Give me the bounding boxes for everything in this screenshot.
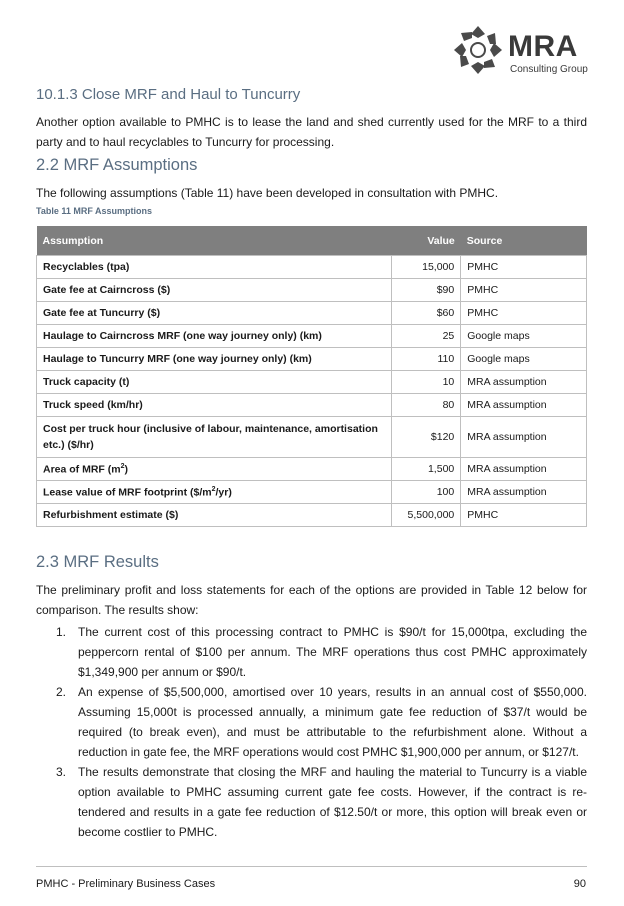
cell-assumption <box>37 481 392 504</box>
cell-source: PMHC <box>461 504 587 527</box>
cell-source: MRA assumption <box>461 417 587 458</box>
cell-value: $60 <box>391 302 461 325</box>
cell-source: MRA assumption <box>461 371 587 394</box>
cell-assumption-text-end: ) <box>124 463 128 476</box>
list-item-text: The current cost of this processing contract to PMHC is $90/t for 15,000tpa, excluding the peppercorn rental of $100 per annum. The MRF operations thus cost PMHC approximately $1,349,900 per annum or $90/t. <box>78 625 587 679</box>
section-22-heading: 2.2 MRF Assumptions <box>36 156 198 174</box>
section-23-paragraph: The preliminary profit and loss statements for each of the options are provided in Table 12 below for comparison. The results show: <box>36 583 587 617</box>
results-list <box>36 622 587 842</box>
table-row <box>37 481 587 504</box>
assumptions-table <box>36 226 587 527</box>
list-item <box>36 622 587 682</box>
cell-assumption: Cost per truck hour (inclusive of labour, maintenance, amortisation etc.) ($/hr) <box>37 417 392 458</box>
header-source: Source <box>461 226 587 256</box>
header-assumption: Assumption <box>37 226 392 256</box>
list-number: 3. <box>56 765 67 779</box>
table-row <box>37 302 587 325</box>
cell-assumption: Truck capacity (t) <box>37 371 392 394</box>
cell-assumption: Haulage to Cairncross MRF (one way journey only) (km) <box>37 325 392 348</box>
table-row <box>37 371 587 394</box>
table-row <box>37 504 587 527</box>
mra-logo-icon <box>452 24 504 76</box>
section-1013-paragraph: Another option available to PMHC is to lease the land and shed currently used for the MRF to a third party and to haul recyclables to Tuncurry for processing. <box>36 115 587 149</box>
cell-assumption: Gate fee at Tuncurry ($) <box>37 302 392 325</box>
cell-source: PMHC <box>461 279 587 302</box>
section-1013-heading: 10.1.3 Close MRF and Haul to Tuncurry <box>36 86 301 103</box>
cell-source: Google maps <box>461 348 587 371</box>
table-row <box>37 394 587 417</box>
section-23-heading: 2.3 MRF Results <box>36 553 159 571</box>
cell-assumption: Refurbishment estimate ($) <box>37 504 392 527</box>
cell-assumption-text: Area of MRF (m <box>43 463 121 476</box>
table-row <box>37 256 587 279</box>
list-item <box>36 762 587 842</box>
table-row <box>37 325 587 348</box>
cell-value: 100 <box>391 481 461 504</box>
cell-value: 80 <box>391 394 461 417</box>
cell-value: 15,000 <box>391 256 461 279</box>
cell-value: $120 <box>391 417 461 458</box>
cell-source: Google maps <box>461 325 587 348</box>
table-caption: Table 11 MRF Assumptions <box>36 206 153 216</box>
logo-subtitle: Consulting Group <box>510 64 588 75</box>
footer-divider <box>36 866 587 867</box>
list-item-text: An expense of $5,500,000, amortised over 10 years, results in an annual cost of $550,000. Assuming 15,000t is processed annually, a minimum gate fee reduction of $37/t would be required (to break even), and must be attributable to the refurbishment alone. Without a reduction in gate fee, the MRF operations would cost PMHC $1,900,000 per annum, or $127/t. <box>78 685 587 759</box>
mra-logo <box>452 20 592 80</box>
page-number: 90 <box>573 878 586 890</box>
cell-value: 10 <box>391 371 461 394</box>
table-row <box>37 279 587 302</box>
cell-source: MRA assumption <box>461 481 587 504</box>
cell-value: 110 <box>391 348 461 371</box>
table-header-row <box>37 226 587 256</box>
list-item <box>36 682 587 762</box>
superscript: 2 <box>211 485 216 493</box>
cell-assumption-text: Lease value of MRF footprint ($/m <box>43 486 212 499</box>
cell-assumption-text-end: /yr) <box>215 486 232 499</box>
cell-value: 25 <box>391 325 461 348</box>
cell-assumption: Haulage to Tuncurry MRF (one way journey only) (km) <box>37 348 392 371</box>
cell-value: 5,500,000 <box>391 504 461 527</box>
logo-wordmark: MRA <box>508 30 578 63</box>
cell-assumption: Recyclables (tpa) <box>37 256 392 279</box>
header-value: Value <box>391 226 461 256</box>
table-row <box>37 348 587 371</box>
section-22-paragraph: The following assumptions (Table 11) have been developed in consultation with PMHC. <box>36 186 499 200</box>
list-number: 1. <box>56 625 67 639</box>
cell-source: MRA assumption <box>461 394 587 417</box>
list-number: 2. <box>56 685 67 699</box>
cell-value: 1,500 <box>391 458 461 481</box>
cell-source: PMHC <box>461 302 587 325</box>
superscript: 2 <box>120 462 125 470</box>
table-row <box>37 417 587 458</box>
cell-source: PMHC <box>461 256 587 279</box>
cell-value: $90 <box>391 279 461 302</box>
cell-assumption <box>37 458 392 481</box>
cell-assumption: Truck speed (km/hr) <box>37 394 392 417</box>
footer-title: PMHC - Preliminary Business Cases <box>36 878 216 890</box>
cell-assumption: Gate fee at Cairncross ($) <box>37 279 392 302</box>
list-item-text: The results demonstrate that closing the MRF and hauling the material to Tuncurry is a viable option available to PMHC assuming current gate fee costs. However, if the contract is re-tendered and results in a gate fee reduction of $12.50/t or more, this option will break even or become costlier to PMHC. <box>78 765 587 839</box>
table-row <box>37 458 587 481</box>
cell-source: MRA assumption <box>461 458 587 481</box>
